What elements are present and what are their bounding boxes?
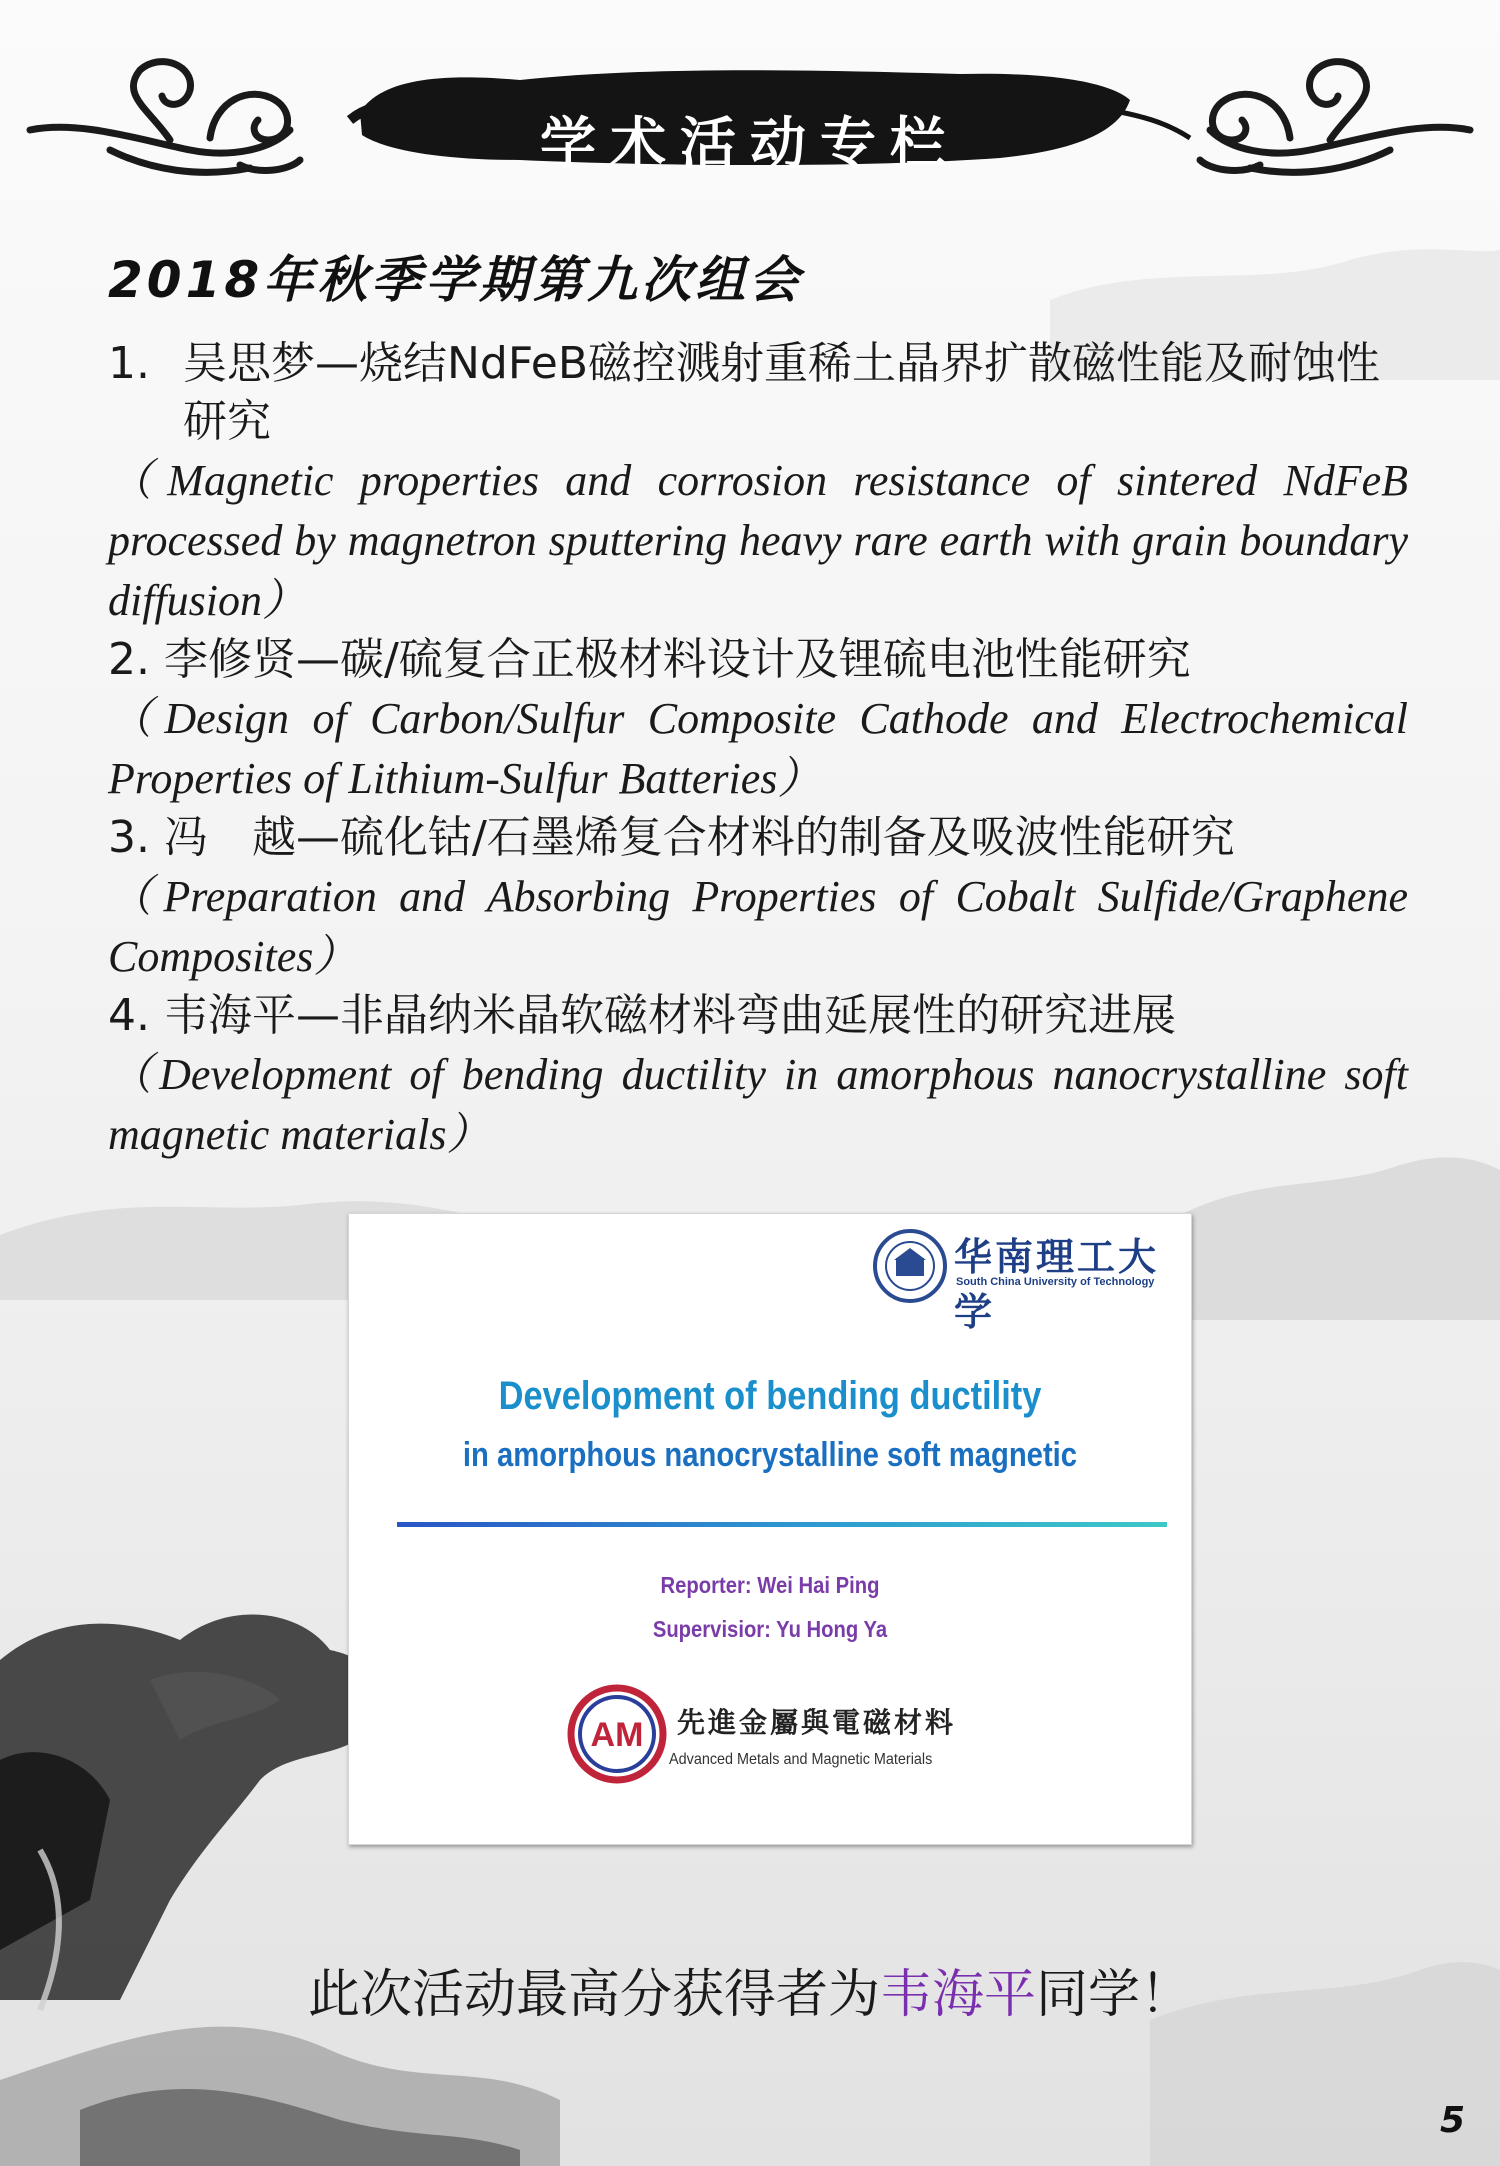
- lab-name-en: Advanced Metals and Magnetic Materials: [669, 1751, 933, 1768]
- lab-logo-text: AM: [590, 1716, 644, 1754]
- talk-title-en: （Development of bending ductility in amorphous nanocrystalline soft magnetic materials）: [108, 1050, 1408, 1159]
- meeting-heading: 2018年秋季学期第九次组会: [108, 251, 804, 309]
- award-winner-name: 韦海平: [879, 1965, 1036, 2025]
- university-name-cn: 华南理工大学: [954, 1234, 1160, 1334]
- talk-list: [108, 335, 1408, 1165]
- page-number: 5: [1440, 2100, 1466, 2141]
- slide-divider: [397, 1522, 1167, 1527]
- talk-item-3: [108, 809, 1408, 987]
- award-note: [0, 1952, 1500, 2027]
- talk-item-1: [108, 335, 1408, 631]
- talk-number: 2.: [108, 634, 150, 685]
- presentation-slide-image: [348, 1213, 1192, 1845]
- award-note-text: 此次活动最高分获得者为: [307, 1965, 880, 2025]
- talk-title-cn: 冯 越—硫化钴/石墨烯复合材料的制备及吸波性能研究: [163, 812, 1235, 863]
- university-emblem-icon: [872, 1228, 948, 1304]
- talk-title-cn: 李修贤—碳/硫复合正极材料设计及锂硫电池性能研究: [163, 634, 1191, 685]
- talk-title-en: （Magnetic properties and corrosion resistance of sintered NdFeB processed by magnetron sputtering heavy rare earth with grain boundary diffusion）: [108, 456, 1408, 625]
- lab-logo-icon: [567, 1684, 667, 1784]
- slide-title-line-2: in amorphous nanocrystalline soft magnetic: [462, 1436, 1078, 1474]
- talk-item-2: [108, 631, 1408, 809]
- talk-title-cn: 韦海平—非晶纳米晶软磁材料弯曲延展性的研究进展: [163, 990, 1176, 1041]
- slide-reporter: Reporter: Wei Hai Ping: [660, 1572, 880, 1598]
- university-name-en: South China University of Technology: [956, 1276, 1155, 1288]
- talk-title-cn: 吴思梦—烧结NdFeB磁控溅射重稀土晶界扩散磁性能及耐蚀性研究: [183, 338, 1380, 447]
- talk-number: 1.: [108, 338, 150, 389]
- lab-name-cn: 先進金屬與電磁材料: [677, 1706, 957, 1739]
- talk-title-en: （Design of Carbon/Sulfur Composite Cathode and Electrochemical Properties of Lithium-Sulfur Batteries）: [108, 694, 1408, 803]
- talk-number: 3.: [108, 812, 150, 863]
- talk-item-4: [108, 987, 1408, 1165]
- talk-number: 4.: [108, 990, 150, 1041]
- talk-title-en: （Preparation and Absorbing Properties of Cobalt Sulfide/Graphene Composites）: [108, 872, 1408, 981]
- slide-supervisor: Supervisior: Yu Hong Ya: [652, 1616, 888, 1642]
- award-note-suffix: 同学！: [1036, 1965, 1193, 2025]
- column-banner-title: 学术活动专栏: [540, 112, 960, 177]
- slide-title-line-1: Development of bending ductility: [498, 1374, 1042, 1418]
